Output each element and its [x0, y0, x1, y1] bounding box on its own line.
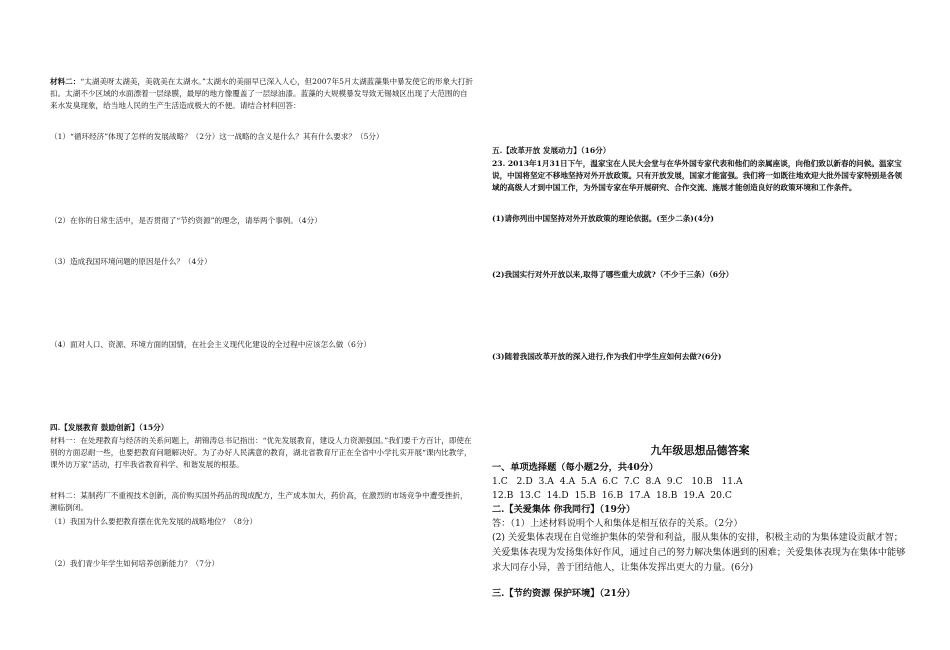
answer-section-2-item-2: (2) 关爱集体表现在自觉维护集体的荣誉和利益，服从集体的安排，积极主动的为集体建设贡献才智；关爱集体表现为发扬集体好作风，通过自己的努力解决集体遇到的困难；关爱集体表现为在集体中能够求大同存小异，善于团结他人，让集体发挥出更大的力量。(6分) [492, 532, 906, 573]
section-4-question-2: （2）我们青少年学生如何培养创新能力？（7分） [50, 559, 220, 568]
question-1: （1）“循环经济”体现了怎样的发展战略？（2分）这一战略的含义是什么？其有什么要求？（5分） [50, 132, 384, 141]
answer-row-1: 1.C 2.D 3.A 4.A 5.A 6.C 7.C 8.A 9.C 10.B 11.A [492, 476, 743, 487]
answer-section-1-title: 一、单项选择题（每小题2分，共40分） [492, 462, 659, 473]
right-page [492, 0, 908, 650]
answer-row-2: 12.B 13.C 14.D 15.B 16.B 17.A 18.B 19.A 20.C [492, 490, 732, 501]
section-5-question-1: (1)请你列出中国坚持对外开放政策的理论依据。(至少二条)(4分) [492, 214, 714, 223]
question-4: （4）面对人口、资源、环境方面的国情，在社会主义现代化建设的全过程中应该怎么做（6分） [50, 340, 372, 349]
material2-paragraph [50, 76, 475, 112]
material2-text: “太湖美呀太湖美，美就美在太湖水。”太湖水的美丽早已深入人心，但2007年5月太湖蓝藻集中暴发使它的形象大打折扣。太湖不少区域的水面漂着一层绿膜，最厚的地方像覆盖了一层绿油漆。蓝藻的大规模暴发导致无锡城区出现了大范围的自来水发臭现象，给当地人民的生产生活造成极大的不便。请结合材料回答： [50, 77, 473, 110]
section-5-title: 五.【改革开放 发展动力】（16分） [492, 146, 611, 155]
answer-key-title: 九年级思想品德答案 [650, 444, 750, 457]
answer-section-3-title: 三.【节约资源 保护环境】（21分） [492, 588, 636, 599]
answer-section-2-title: 二.【关爱集体 你我同行】（19分） [492, 504, 636, 515]
section-4-material-1: 材料一：在处理教育与经济的关系问题上，胡锦涛总书记指出：“优先发展教育，建设人力资源强国。”我们要千方百计，即使在别的方面忍耐一些，也要把教育问题解决好。为了办好人民满意的教育，湖北省教育厅正在全省中小学扎实开展“课内比教学，课外访万家”活动，打牢我省教育科学、和谐发展的根基。 [50, 436, 472, 469]
section-5-material: 23. 2013年1月31日下午，温家宝在人民大会堂与在华外国专家代表和他们的亲属座谈，向他们致以新春的问候。温家宝说，中国将坚定不移地坚持对外开放政策。只有开放发展，国家才能富强。我们将一如既往地欢迎大批外国专家特别是各领域的高级人才到中国工作，为外国专家在华开展研究、合作交流、施展才能创造良好的政策环境和工作条件。 [492, 159, 903, 192]
material2-label: 材料二： [50, 77, 81, 86]
section-4-material-2: 材料二：某制药厂不重视技术创新，高价购买国外药品的现成配方，生产成本加大，药价高，在激烈的市场竞争中遭受挫折，濒临倒闭。 [50, 491, 468, 512]
left-page [50, 0, 475, 650]
section-5-question-3: (3)随着我国改革开放的深入进行,作为我们中学生应如何去做?(6分) [492, 352, 722, 361]
section-5-question-2: (2)我国实行对外开放以来,取得了哪些重大成就?（不少于三条）（6分） [492, 270, 734, 279]
section-4-question-1: （1）我国为什么要把教育摆在优先发展的战略地位？（8分） [50, 517, 258, 526]
section-4-title: 四.【发展教育 鼓励创新】（15分） [50, 423, 169, 432]
question-3: （3）造成我国环境问题的原因是什么？（4分） [50, 257, 212, 266]
answer-section-2-item-1: 答：（1）上述材料说明个人和集体是相互依存的关系。（2分） [492, 518, 743, 529]
question-2: （2）在你的日常生活中，是否贯彻了“节约资源”的理念，请举两个事例。（4分） [50, 216, 322, 225]
